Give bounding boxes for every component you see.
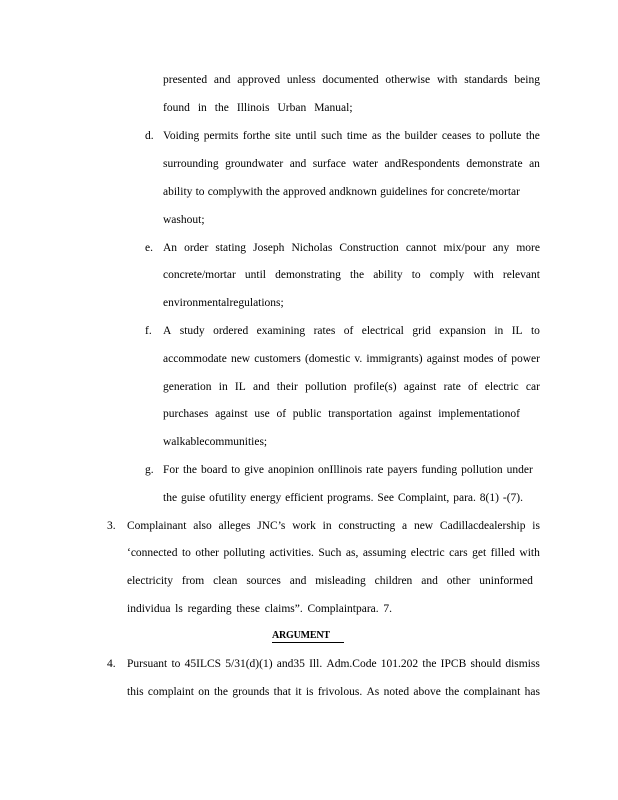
word: andRespondents bbox=[384, 158, 460, 170]
word: other bbox=[446, 575, 471, 587]
word: As bbox=[366, 686, 380, 698]
word: uninformed bbox=[479, 575, 533, 587]
word: dismiss bbox=[505, 658, 540, 670]
word: cars bbox=[449, 547, 468, 559]
word: the bbox=[163, 492, 178, 504]
word: Adm.Code bbox=[326, 658, 377, 670]
word: immigrants) bbox=[366, 353, 423, 365]
word: has bbox=[524, 686, 540, 698]
word: in bbox=[197, 102, 207, 114]
word: complaint bbox=[147, 686, 194, 698]
word: 45ILCS bbox=[184, 658, 222, 670]
word: get bbox=[472, 547, 487, 559]
word: cannot bbox=[405, 242, 437, 254]
item-f-line-1 bbox=[163, 324, 540, 338]
item-f-marker: f. bbox=[145, 325, 152, 337]
word: board bbox=[201, 464, 228, 476]
word: and bbox=[289, 575, 307, 587]
item-f-line-3 bbox=[163, 380, 540, 394]
word: other bbox=[195, 547, 220, 559]
word: under bbox=[506, 464, 533, 476]
word: children bbox=[374, 575, 413, 587]
word: activities. bbox=[269, 547, 314, 559]
word: andknown bbox=[329, 186, 377, 198]
word: JNC’s bbox=[257, 520, 286, 532]
word: comply bbox=[429, 269, 465, 281]
word: rates bbox=[313, 325, 336, 337]
word: guise bbox=[180, 492, 206, 504]
item-f-line-2 bbox=[163, 352, 540, 366]
word: misleading bbox=[315, 575, 366, 587]
word: Complaintpara. bbox=[307, 603, 379, 615]
word: -(7). bbox=[502, 492, 523, 504]
word: stating bbox=[215, 242, 247, 254]
word: A bbox=[163, 325, 172, 337]
para-3-line-2 bbox=[127, 546, 540, 560]
word: the bbox=[214, 102, 229, 114]
word: pollution bbox=[461, 464, 503, 476]
item-f-line-5 bbox=[163, 435, 268, 449]
word: new bbox=[230, 353, 251, 365]
word: to bbox=[195, 186, 205, 198]
word: ofutility bbox=[209, 492, 247, 504]
item-g-line-2 bbox=[163, 491, 523, 505]
word: demonstrate bbox=[466, 158, 523, 170]
word: the bbox=[422, 658, 437, 670]
word: funding bbox=[421, 464, 458, 476]
item-c-line-2 bbox=[163, 101, 540, 115]
word: site bbox=[274, 130, 291, 142]
word: IPCB bbox=[440, 658, 467, 670]
word: onIllinois bbox=[318, 464, 363, 476]
word: rate bbox=[443, 381, 461, 393]
item-e-marker: e. bbox=[145, 242, 153, 254]
word: alleges bbox=[218, 520, 251, 532]
word: IL bbox=[511, 325, 523, 337]
word: on bbox=[198, 686, 210, 698]
word: against bbox=[426, 353, 460, 365]
word: documented bbox=[322, 74, 379, 86]
word: electricity bbox=[127, 575, 173, 587]
item-g-line-1 bbox=[163, 463, 533, 477]
para-4-number: 4. bbox=[107, 658, 116, 670]
word: Cadillacdealership bbox=[439, 520, 526, 532]
word: order bbox=[184, 242, 209, 254]
word: concrete/mortar bbox=[163, 269, 236, 281]
word: in bbox=[322, 520, 332, 532]
word: concrete/mortar bbox=[447, 186, 520, 198]
word: ceases bbox=[441, 130, 472, 142]
word: Nicholas bbox=[291, 242, 333, 254]
word: modes bbox=[463, 353, 494, 365]
word: walkable bbox=[163, 436, 205, 448]
word: ability bbox=[163, 186, 193, 198]
word: sources bbox=[246, 575, 281, 587]
word: generation bbox=[163, 381, 212, 393]
word: polluting bbox=[223, 547, 266, 559]
word: approved bbox=[283, 186, 326, 198]
word: work bbox=[292, 520, 316, 532]
word: these bbox=[236, 603, 260, 615]
word: Manual; bbox=[314, 102, 353, 114]
word: implementationof bbox=[438, 408, 520, 420]
word: Complaint, bbox=[397, 492, 450, 504]
word: above bbox=[413, 686, 441, 698]
word: constructing bbox=[338, 520, 396, 532]
word: against bbox=[398, 408, 432, 420]
word: ronmental bbox=[182, 297, 230, 309]
word: until bbox=[244, 269, 266, 281]
word: also bbox=[193, 520, 212, 532]
word: otherwise bbox=[385, 74, 431, 86]
word: regulations; bbox=[229, 297, 284, 309]
item-d-line-4 bbox=[163, 213, 205, 227]
word: electric bbox=[484, 381, 519, 393]
heading-underline bbox=[272, 642, 344, 643]
word: study bbox=[179, 325, 205, 337]
word: the bbox=[386, 130, 401, 142]
word: Illinois bbox=[236, 102, 270, 114]
word: relevant bbox=[502, 269, 540, 281]
word: mix/pour bbox=[443, 242, 486, 254]
item-e-line-2 bbox=[163, 268, 540, 282]
word: rate bbox=[366, 464, 384, 476]
word: complywith bbox=[207, 186, 263, 198]
item-e-line-1 bbox=[163, 241, 540, 255]
word: payers bbox=[387, 464, 418, 476]
word: any bbox=[492, 242, 510, 254]
word: permits bbox=[203, 130, 239, 142]
word: IL bbox=[234, 381, 246, 393]
word: ls bbox=[175, 603, 183, 615]
word: to bbox=[475, 130, 485, 142]
word: 7. bbox=[383, 603, 392, 615]
word: in bbox=[218, 381, 228, 393]
word: water bbox=[352, 158, 379, 170]
word: purchases bbox=[163, 408, 209, 420]
word: is bbox=[305, 686, 314, 698]
word: examining bbox=[256, 325, 306, 337]
word: Ill. bbox=[309, 658, 323, 670]
word: the bbox=[445, 686, 460, 698]
word: their bbox=[276, 381, 298, 393]
word: of bbox=[276, 408, 287, 420]
word: of bbox=[468, 381, 478, 393]
word: to bbox=[411, 269, 421, 281]
word: accommodate bbox=[163, 353, 227, 365]
word: time bbox=[346, 130, 368, 142]
word: v. bbox=[354, 353, 363, 365]
section-heading-argument: ARGUMENT bbox=[272, 630, 330, 641]
word: anopinion bbox=[268, 464, 314, 476]
word: filled bbox=[490, 547, 515, 559]
word: surrounding bbox=[163, 158, 219, 170]
word: clean bbox=[213, 575, 238, 587]
word: and bbox=[421, 575, 438, 587]
word: Joseph bbox=[253, 242, 285, 254]
word: builder bbox=[404, 130, 438, 142]
word: being bbox=[514, 74, 540, 86]
item-g-marker: g. bbox=[145, 464, 154, 476]
word: to bbox=[171, 658, 181, 670]
word: against bbox=[403, 381, 437, 393]
word: guidelines bbox=[380, 186, 428, 198]
word: and bbox=[252, 381, 270, 393]
word: groundwater bbox=[225, 158, 284, 170]
word: Construction bbox=[339, 242, 399, 254]
word: in bbox=[494, 325, 504, 337]
word: it bbox=[295, 686, 302, 698]
word: See bbox=[377, 492, 394, 504]
word: found bbox=[163, 102, 190, 114]
word: to bbox=[530, 325, 540, 337]
word: energy bbox=[250, 492, 282, 504]
word: Complainant bbox=[127, 520, 187, 532]
word: the bbox=[265, 186, 280, 198]
word: of bbox=[343, 325, 354, 337]
word: approved bbox=[237, 74, 281, 86]
word: unless bbox=[286, 74, 316, 86]
word: grounds bbox=[232, 686, 270, 698]
word: a bbox=[402, 520, 408, 532]
word: for bbox=[430, 186, 444, 198]
word: should bbox=[470, 658, 502, 670]
word: grid bbox=[412, 325, 431, 337]
item-d-line-1 bbox=[163, 129, 540, 143]
word: ability bbox=[373, 269, 403, 281]
word: washout; bbox=[163, 214, 205, 226]
word: An bbox=[163, 242, 178, 254]
word: that bbox=[273, 686, 291, 698]
word: to bbox=[181, 547, 191, 559]
word: car bbox=[525, 381, 540, 393]
para-4-line-2 bbox=[127, 685, 540, 699]
word: expansion bbox=[439, 325, 486, 337]
word: as, bbox=[345, 547, 359, 559]
item-d-line-3 bbox=[163, 185, 520, 199]
word: use bbox=[254, 408, 270, 420]
word: against bbox=[215, 408, 248, 420]
word: the bbox=[182, 464, 198, 476]
word: standards bbox=[464, 74, 508, 86]
word: electrical bbox=[361, 325, 404, 337]
word: For bbox=[163, 464, 179, 476]
word: and bbox=[289, 158, 307, 170]
word: with bbox=[436, 74, 458, 86]
word: and35 bbox=[276, 658, 305, 670]
word: and bbox=[213, 74, 231, 86]
word: new bbox=[413, 520, 434, 532]
word: Such bbox=[318, 547, 342, 559]
word: communities; bbox=[204, 436, 268, 448]
word: Urban bbox=[277, 102, 307, 114]
para-4-line-1 bbox=[127, 657, 540, 671]
word: (domestic bbox=[304, 353, 351, 365]
word: complainant bbox=[463, 686, 521, 698]
word: efficient bbox=[285, 492, 324, 504]
item-f-line-4 bbox=[163, 407, 520, 421]
word: para. bbox=[453, 492, 476, 504]
word: Pursuant bbox=[127, 658, 168, 670]
word: ‘connected bbox=[127, 547, 178, 559]
word: the bbox=[350, 269, 365, 281]
word: until bbox=[295, 130, 317, 142]
word: demonstrating bbox=[275, 269, 341, 281]
word: to bbox=[231, 464, 241, 476]
word: as bbox=[371, 130, 382, 142]
para-3-number: 3. bbox=[107, 520, 116, 532]
item-c-line-1 bbox=[163, 73, 540, 87]
item-d-line-2 bbox=[163, 157, 540, 171]
word: frivolous. bbox=[317, 686, 363, 698]
word: of bbox=[497, 353, 508, 365]
word: individua bbox=[127, 603, 171, 615]
word: from bbox=[181, 575, 205, 587]
word: public bbox=[292, 408, 322, 420]
item-d-marker: d. bbox=[145, 130, 154, 142]
word: customers bbox=[254, 353, 301, 365]
item-e-line-3 bbox=[163, 296, 283, 310]
word: assuming bbox=[362, 547, 407, 559]
word: ordered bbox=[213, 325, 249, 337]
word: envi bbox=[163, 297, 183, 309]
word: regarding bbox=[187, 603, 232, 615]
word: forthe bbox=[242, 130, 271, 142]
word: 5/31(d)(1) bbox=[225, 658, 273, 670]
word: profile(s) bbox=[353, 381, 397, 393]
word: an bbox=[529, 158, 540, 170]
word: programs. bbox=[327, 492, 374, 504]
word: is bbox=[532, 520, 540, 532]
word: with bbox=[473, 269, 494, 281]
word: power bbox=[511, 353, 540, 365]
word: such bbox=[321, 130, 343, 142]
word: presented bbox=[163, 74, 208, 86]
para-3-line-1 bbox=[127, 519, 540, 533]
word: surface bbox=[312, 158, 346, 170]
word: the bbox=[525, 130, 540, 142]
para-3-line-3 bbox=[127, 574, 533, 588]
para-3-line-4 bbox=[127, 602, 392, 616]
word: noted bbox=[383, 686, 410, 698]
word: pollute bbox=[489, 130, 522, 142]
word: with bbox=[519, 547, 540, 559]
word: 101.202 bbox=[380, 658, 419, 670]
word: Voiding bbox=[163, 130, 200, 142]
word: 8(1) bbox=[479, 492, 499, 504]
word: claims”. bbox=[264, 603, 303, 615]
word: give bbox=[244, 464, 264, 476]
word: more bbox=[516, 242, 540, 254]
word: pollution bbox=[305, 381, 347, 393]
word: electric bbox=[410, 547, 445, 559]
word: this bbox=[127, 686, 144, 698]
word: transportation bbox=[328, 408, 393, 420]
word: the bbox=[213, 686, 229, 698]
